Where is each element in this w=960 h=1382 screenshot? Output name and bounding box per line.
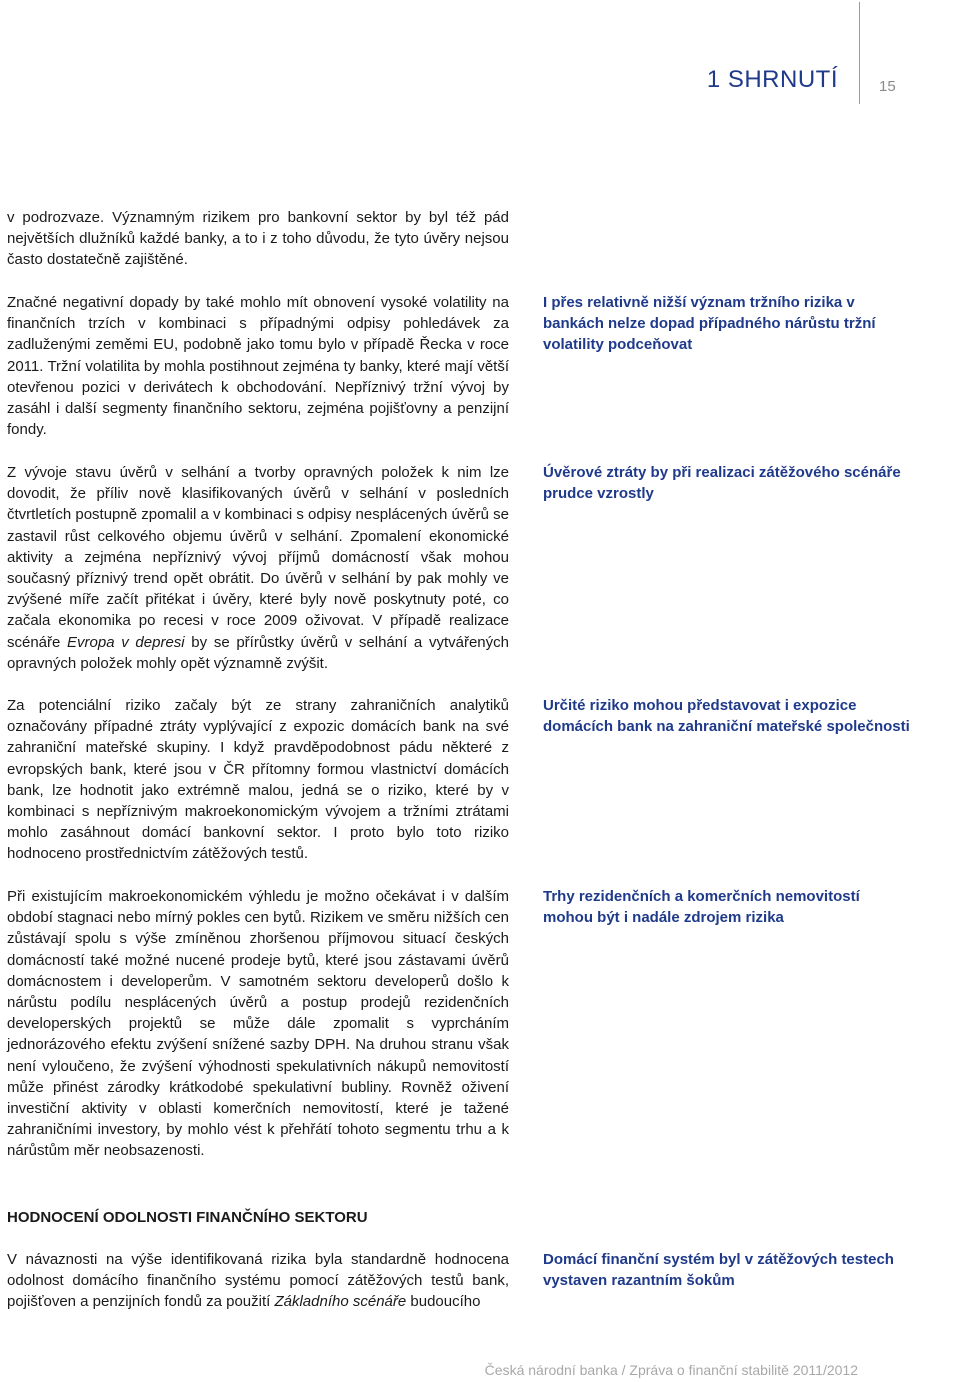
header-divider	[859, 2, 860, 104]
paragraph-1	[7, 207, 509, 271]
section-heading: HODNOCENÍ ODOLNOSTI FINANČNÍHO SEKTORU	[7, 1209, 368, 1226]
sidenote-real-estate: Trhy rezidenčních a komerčních nemovitostí mohou být i nadále zdrojem rizika	[543, 888, 860, 927]
sidenote-parent-exposure: Určité riziko mohou představovat i expozice domácích bank na zahraniční mateřské společnosti	[543, 697, 910, 736]
sidenote-credit-losses: Úvěrové ztráty by při realizaci zátěžového scénáře prudce vzrostly	[543, 464, 901, 503]
paragraph-text: Při existujícím makroekonomickém výhledu je možno očekávat i v dalším období stagnaci nebo mírný pokles cen bytů. Rizikem ve směru nižších cen zůstávají spolu s výše zmíněnou zhoršenou příjmovou situací českých domácností také možné nucené prodeje bytů, které jsou zástavami úvěrů domácnostem i developerům. V samotném sektoru developerů došlo k nárůstu podílu nesplácených úvěrů a postup prodejů rezidenčních developerských projektů se může dále zpomalit s vyprcháním jednorázového efektu zvýšení snížené sazby DPH. Na druhou stranu však není vyloučeno, že zvýšení výhodnosti spekulativních nákupů nemovitostí může přinést zárodky krátkodobé spekulativní bubliny. Rovněž oživení investiční aktivity v oblasti komerčních nemovitostí, které je tažené zahraničními investory, by mohlo vést k přehřátí tohoto segmentu trhu a k nárůstům měr neobsazenosti.	[7, 888, 509, 1160]
paragraph-text: Z vývoje stavu úvěrů v selhání a tvorby opravných položek k nim lze dovodit, že příliv nově klasifikovaných úvěrů v selhání v posledních čtvrtletích postupně zpomalil a v kombinaci s odpisy nesplácených úvěrů se zastavil růst celkového objemu úvěrů v selhání. Zpomalení ekonomické aktivity a zejména nepříznivý vývoj příjmů domácností však mohou současný příznivý trend opět obrátit. Do úvěrů v selhání by pak mohly ve zvýšené míře začít přitékat i úvěry, které byly nově poskytnuty poté, co začala ekonomika po recesi v roce 2009 oživovat. V případě realizace scénáře Evropa v depresi by se přírůstky úvěrů v selhání a vytvářených opravných položek mohly opět významně zvýšit.	[7, 464, 509, 672]
scenario-name: Základního scénáře	[274, 1293, 407, 1311]
sidenote-stress-tests: Domácí finanční systém byl v zátěžových testech vystaven razantním šokům	[543, 1251, 894, 1290]
paragraph-4	[7, 695, 509, 865]
paragraph-6	[7, 1249, 509, 1313]
paragraph-5	[7, 886, 509, 1162]
paragraph-2	[7, 292, 509, 440]
paragraph-text: Za potenciální riziko začaly být ze strany zahraničních analytiků označovány případné ztráty vyplývající z expozic domácích bank na své zahraniční mateřské skupiny. I když pravděpodobnost pádu některé z evropských bank, které jsou v ČR přítomny formou vlastnictví domácích bank, lze hodnotit jako extrémně malou, jedná se o riziko, které by v kombinaci s nepříznivým makroekonomickým vývojem a tržními ztrátami mohlo zasáhnout domácí bankovní sektor. I proto bylo toto riziko hodnoceno prostřednictvím zátěžových testů.	[7, 697, 509, 863]
paragraph-3	[7, 462, 509, 674]
paragraph-text: V návaznosti na výše identifikovaná rizika byla standardně hodnocena odolnost domácího finančního systému pomocí zátěžových testů bank, pojišťoven a penzijních fondů za použití Základního scénáře budoucího	[7, 1251, 509, 1311]
paragraph-text: v podrozvaze. Významným rizikem pro bankovní sektor by byl též pád největších dlužníků každé banky, a to i z toho důvodu, že tyto úvěry nejsou často dostatečně zajištěné.	[7, 209, 509, 269]
paragraph-text: Značné negativní dopady by také mohlo mít obnovení vysoké volatility na finančních trzích v kombinaci s případnými odpisy pohledávek za zadluženými zeměmi EU, podobně jako tomu bylo v případě Řecka v roce 2011. Tržní volatilita by mohla postihnout zejména ty banky, které mají větší otevřenou pozici v derivátech k obchodování. Nepříznivý tržní vývoj by zasáhl i další segmenty finančního sektoru, zejména pojišťovny a penzijní fondy.	[7, 294, 509, 439]
footer-text: Česká národní banka / Zpráva o finanční stabilitě 2011/2012	[484, 1362, 858, 1378]
page-number: 15	[879, 78, 896, 95]
scenario-name: Evropa v depresi	[67, 633, 185, 651]
sidenote-market-risk: I přes relativně nižší význam tržního rizika v bankách nelze dopad případného nárůstu tržní volatility podceňovat	[543, 294, 876, 354]
chapter-title: 1 SHRNUTÍ	[706, 66, 838, 93]
